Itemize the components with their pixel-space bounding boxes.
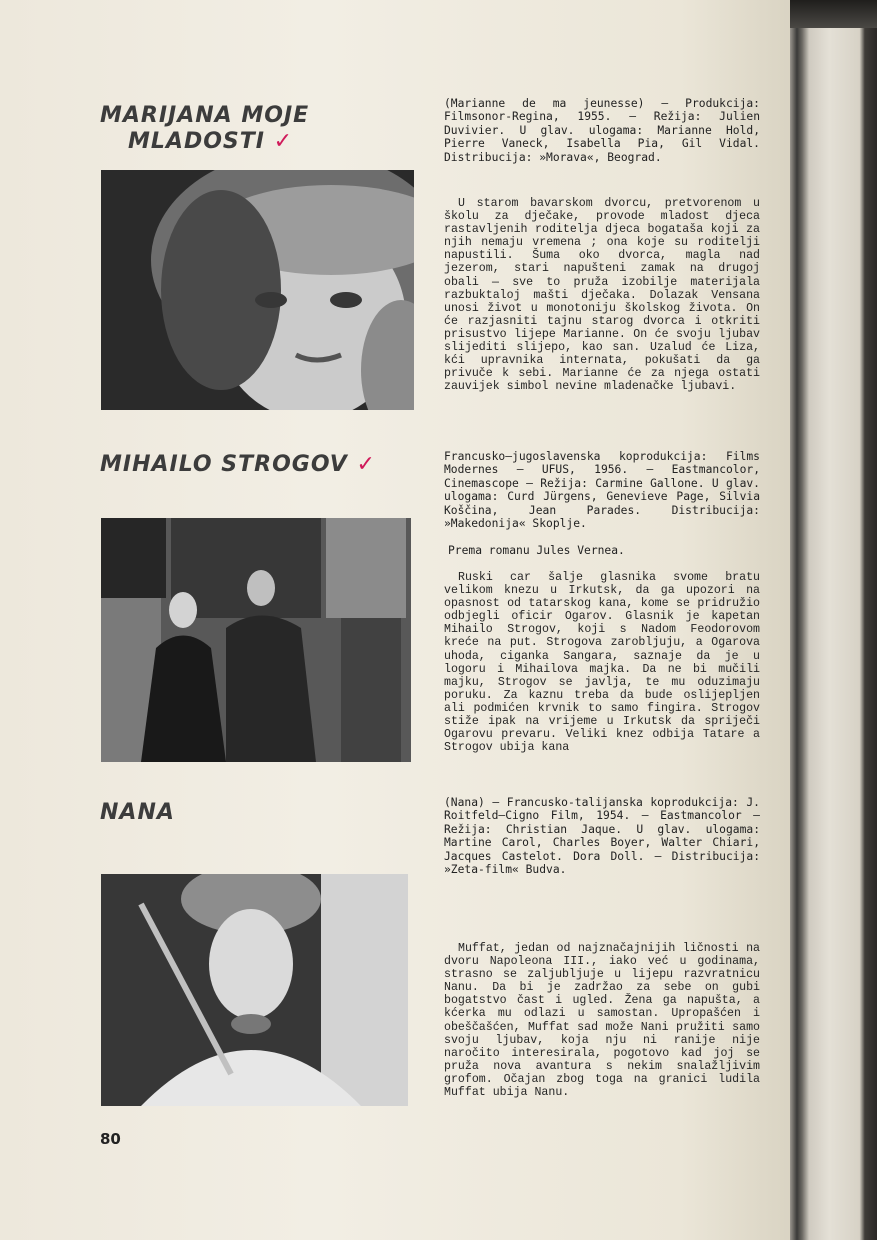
film-still-nana — [101, 874, 408, 1106]
two-figures-image — [101, 518, 411, 762]
book-gutter — [790, 0, 877, 1240]
book-gutter-shadow — [790, 0, 877, 28]
film-still-marijana — [101, 170, 414, 410]
film-credits-strogov: Francusko—jugoslavenska koprodukcija: Films Modernes — UFUS, 1956. — Eastmancolor, Cinemascope — Režija: Carmine Gallone. U glav. ulogama: Curd Jürgens, Genevieve Page, Silvia Koščina, Jean Parades. Distribucija: »Makedonija« Skoplje. — [444, 450, 760, 531]
film-credits-nana: (Nana) — Francusko-talijanska koprodukcija: J. Roitfeld—Cigno Film, 1954. — Eastmancolor — Režija: Christian Jaque. U glav. ulogama: Martine Carol, Charles Boyer, Walter Chiari, Jacques Castelot. Dora Doll. — Distribucija: »Zeta-film« Budva. — [444, 796, 760, 877]
page-number: 80 — [100, 1130, 121, 1148]
portrait-actress-image — [101, 874, 408, 1106]
film-title: NANA — [100, 800, 175, 825]
film-title-nana — [100, 800, 175, 826]
film-title-marijana — [100, 103, 309, 155]
film-synopsis-nana: Muffat, jedan od najznačajnijih ličnosti na dvoru Napoleona III., iako već u godinama, strasno se zaljubljuje u lijepu razvratnicu Nanu. Da bi je zadržao za sebe on gubi bogatstvo čast i ugled. Žena ga napušta, a kćerka mu odlazi u samostan. Upropašćen i obeščašćen, Muffat sad može Nani pružiti samo svoju ljubav, koja nju ni ranije nije naročito interesirala, pogotovo kad joj se pruža nova avantura s nekim snalažljivim grofom. Očajan zbog toga na granici ludila Muffat ubija Nanu. — [444, 942, 760, 1100]
film-title-line2: MLADOSTI — [128, 129, 265, 154]
film-credits-marijana: (Marianne de ma jeunesse) — Produkcija: Filmsonor-Regina, 1955. — Režija: Julien Duvivier. U glav. ulogama: Marianne Hold, Pierre Vaneck, Isabella Pia, Gil Vidal. Distribucija: »Morava«, Beograd. — [444, 97, 760, 164]
portrait-woman-image — [101, 170, 414, 410]
film-novel-note: Prema romanu Jules Vernea. — [448, 544, 625, 557]
film-title: MIHAILO STROGOV — [100, 452, 348, 477]
film-synopsis-marijana: U starom bavarskom dvorcu, pretvorenom u školu za dječake, provode mladost djeca rastavljenih roditelja djeca bogataša koji za njih nemaju vremena ; ona koje su roditelji napustili. Šuma oko dvorca, magla nad jezerom, stari napušteni zamak na drugoj obali — sve to pruža izobilje materijala razbuktaloj mašti dječaka. Dolazak Vensana unosi život u monotoniju školskog života. On će razjasniti tajnu starog dvorca i otkriti prisustvo lijepe Marianne. On će svoju ljubav slijediti slijepo, kao san. Uzalud će Liza, kći upravnika internata, pokušati da ga privuče k sebi. Marianne će za njega ostati zauvijek simbol nevine mladenačke ljubavi. — [444, 197, 760, 394]
film-title-strogov — [100, 452, 376, 478]
film-title-line1: MARIJANA MOJE — [100, 103, 310, 128]
film-synopsis-strogov: Ruski car šalje glasnika svome bratu velikom knezu u Irkutsk, da ga upozori na opasnost od tatarskog kana, kome se pridružio odbjegli oficir Ogarov. Glasnik je kapetan Mihailo Strogov, koji s Nadom Feodorovom kreće na put. Strogova zarobljuju, a Ogarova uhoda, ciganka Sangara, saznaje da je u logoru i Mihailova majka. Da ne bi mučili majku, Strogov se javlja, te mu oduzimaju poruku. Za kaznu treba da bude oslijepljen ali podmićen krvnik to samo fingira. Strogov stiže ipak na vrijeme u Irkutsk da spriječi Ogarovu prevaru. Veliki knez odbija Tatare a Strogov ubija kana — [444, 571, 760, 755]
pencil-check-icon: ✓ — [273, 129, 294, 154]
film-still-strogov — [101, 518, 411, 762]
pencil-check-icon: ✓ — [356, 452, 376, 477]
